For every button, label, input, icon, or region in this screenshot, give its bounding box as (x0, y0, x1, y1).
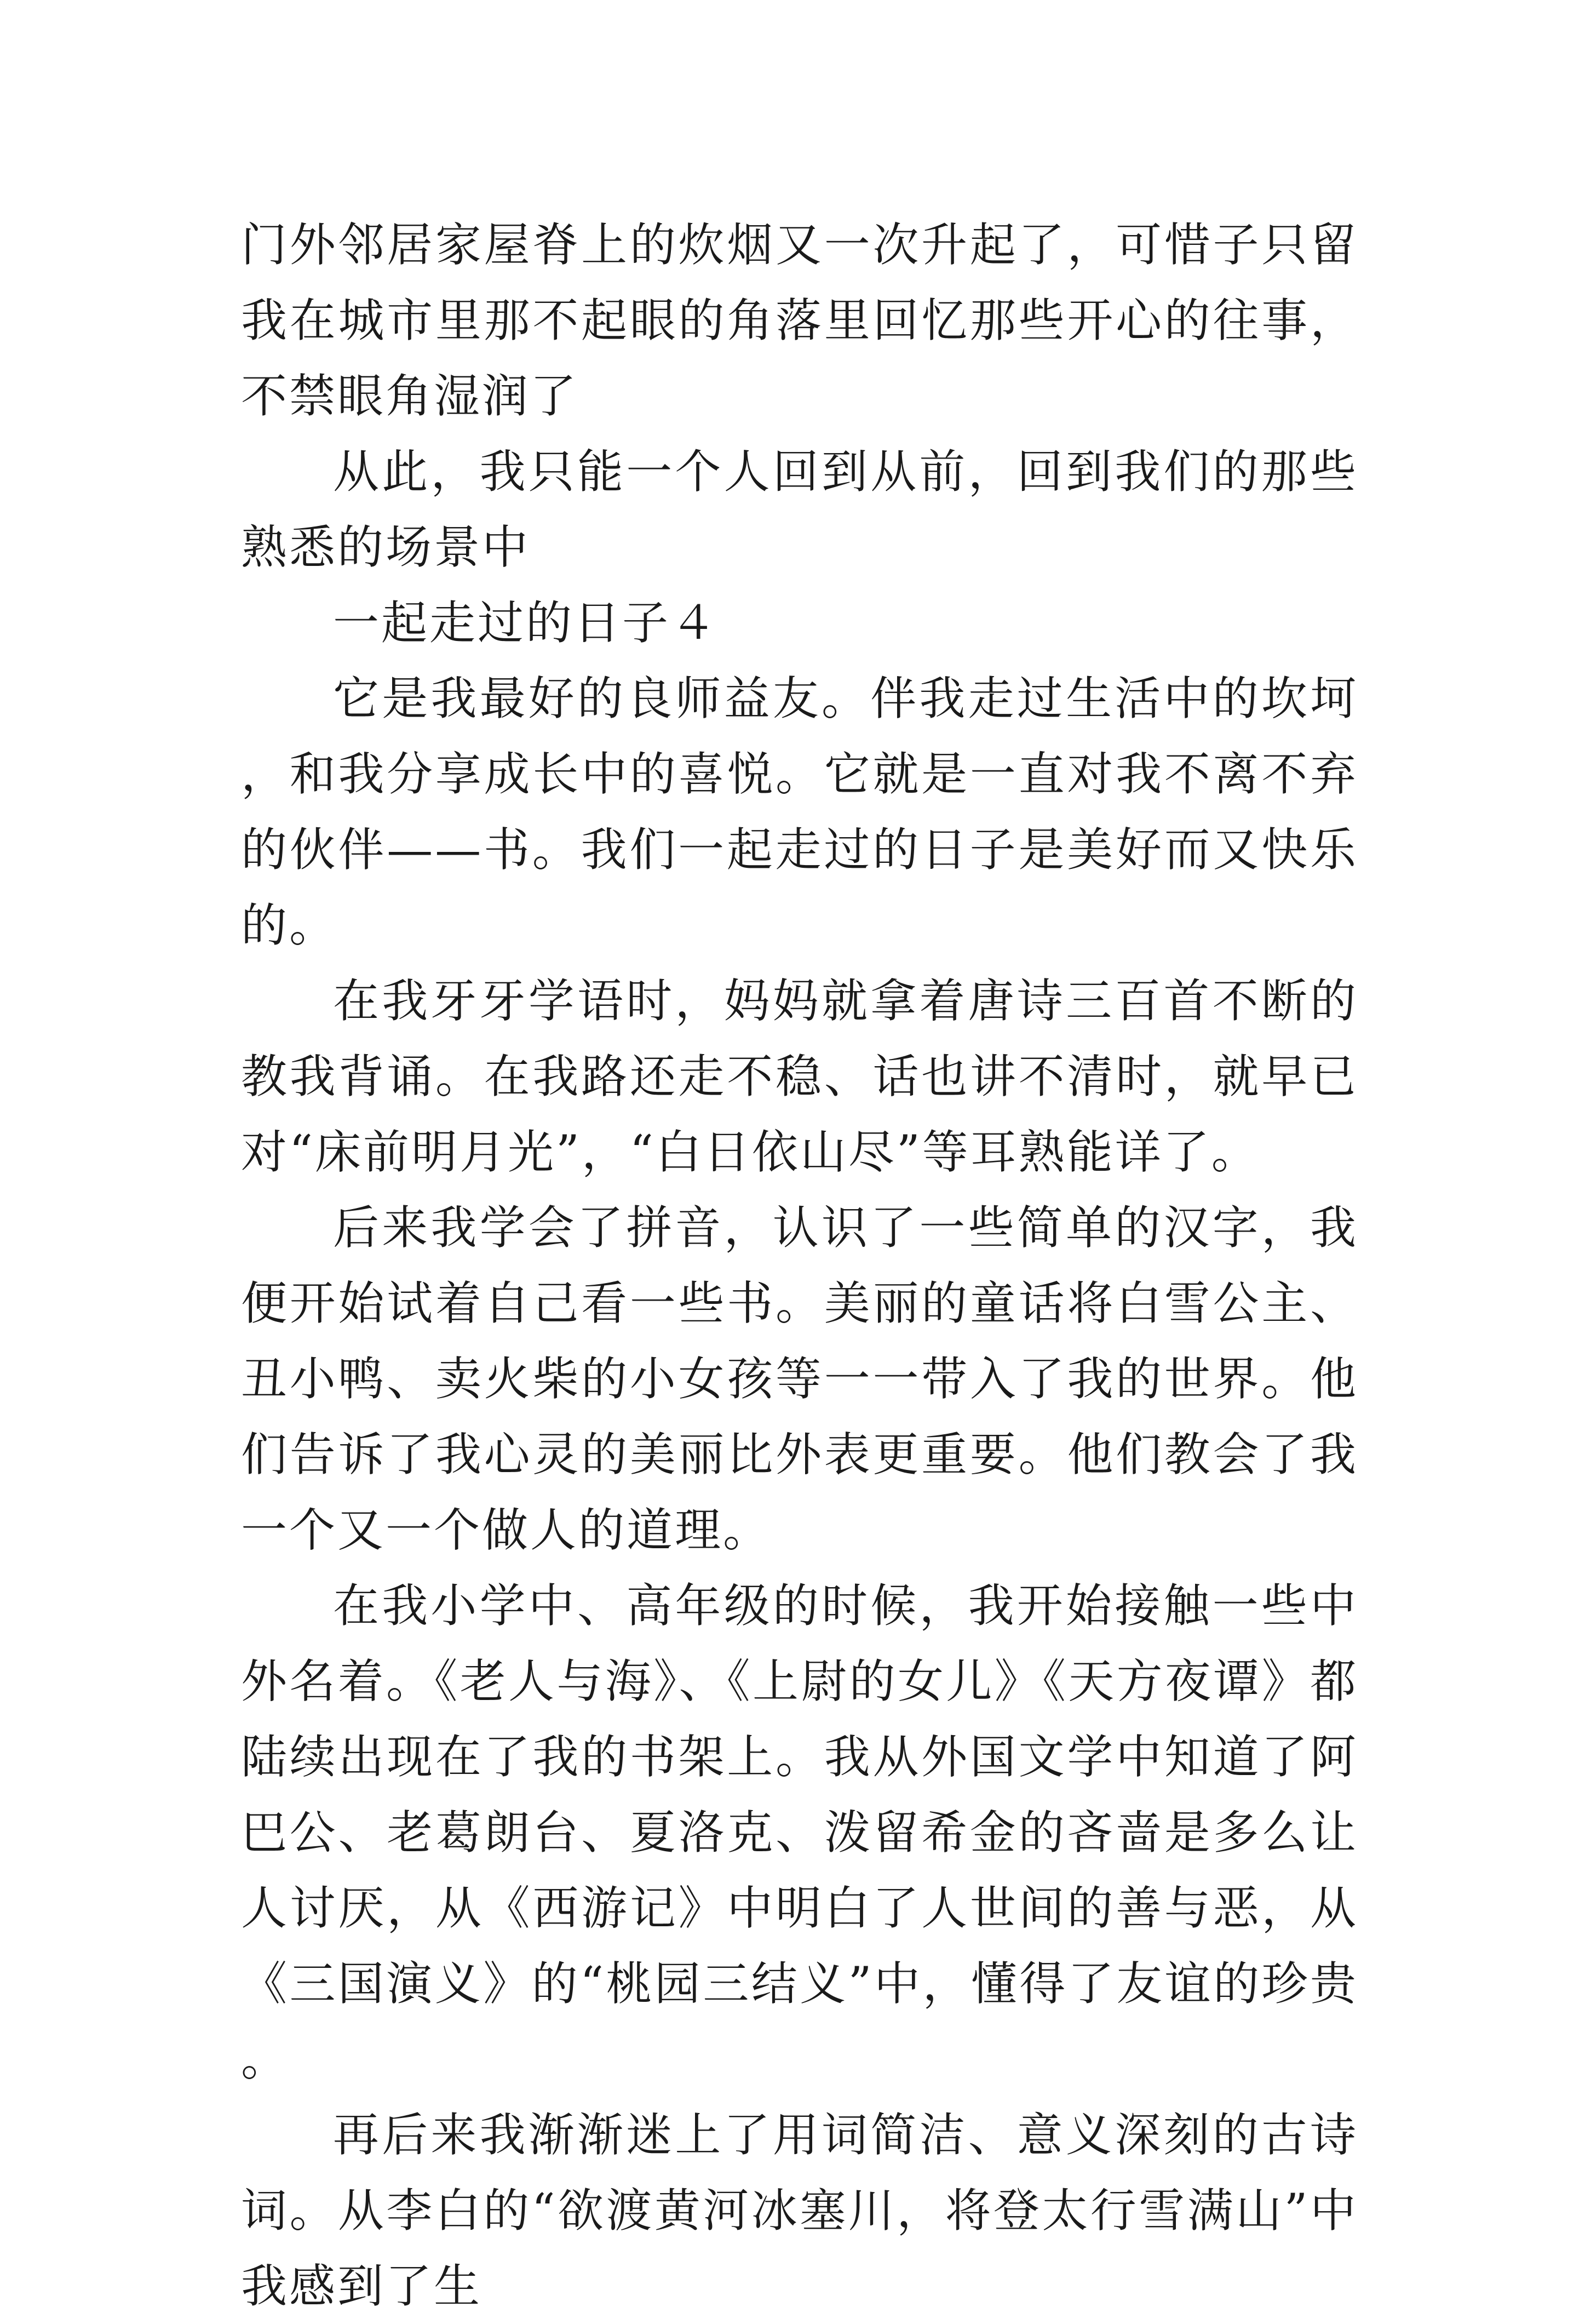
paragraph-1: 门外邻居家屋脊上的炊烟又一次升起了，可惜子只留我在城市里那不起眼的角落里回忆那些开心的往事，不禁眼角湿润了 (241, 218, 1358, 423)
section-heading: 一起走过的日子４ (333, 596, 719, 650)
paragraph-7: 再后来我渐渐迷上了用词简洁、意义深刻的古诗词。从李白的“欲渡黄河冰塞川，将登太行雪满山”中我感到了生 (241, 2108, 1358, 2313)
paragraph-5: 后来我学会了拼音，认识了一些简单的汉字，我便开始试着自己看一些书。美丽的童话将白雪公主、丑小鸭、卖火柴的小女孩等一一带入了我的世界。他们告诉了我心灵的美丽比外表更重要。他们教会了我一个又一个做人的道理。 (241, 1201, 1358, 1557)
paragraph-3: 它是我最好的良师益友。伴我走过生活中的坎坷，和我分享成长中的喜悦。它就是一直对我不离不弃的伙伴——书。我们一起走过的日子是美好而又快乐的。 (241, 672, 1358, 952)
paragraph-6: 在我小学中、高年级的时候，我开始接触一些中外名着。《老人与海》、《上尉的女儿》《天方夜谭》都陆续出现在了我的书架上。我从外国文学中知道了阿巴公、老葛朗台、夏洛克、泼留希金的吝啬是多么让人讨厌，从《西游记》中明白了人世间的善与恶，从《三国演义》的“桃园三结义”中，懂得了友谊的珍贵。 (241, 1579, 1358, 2086)
paragraph-4: 在我牙牙学语时，妈妈就拿着唐诗三百首不断的教我背诵。在我路还走不稳、话也讲不清时，就早已对“床前明月光”，“白日依山尽”等耳熟能详了。 (241, 974, 1358, 1179)
document-body (241, 207, 1358, 2324)
paragraph-2: 从此，我只能一个人回到从前，回到我们的那些熟悉的场景中 (241, 445, 1358, 574)
